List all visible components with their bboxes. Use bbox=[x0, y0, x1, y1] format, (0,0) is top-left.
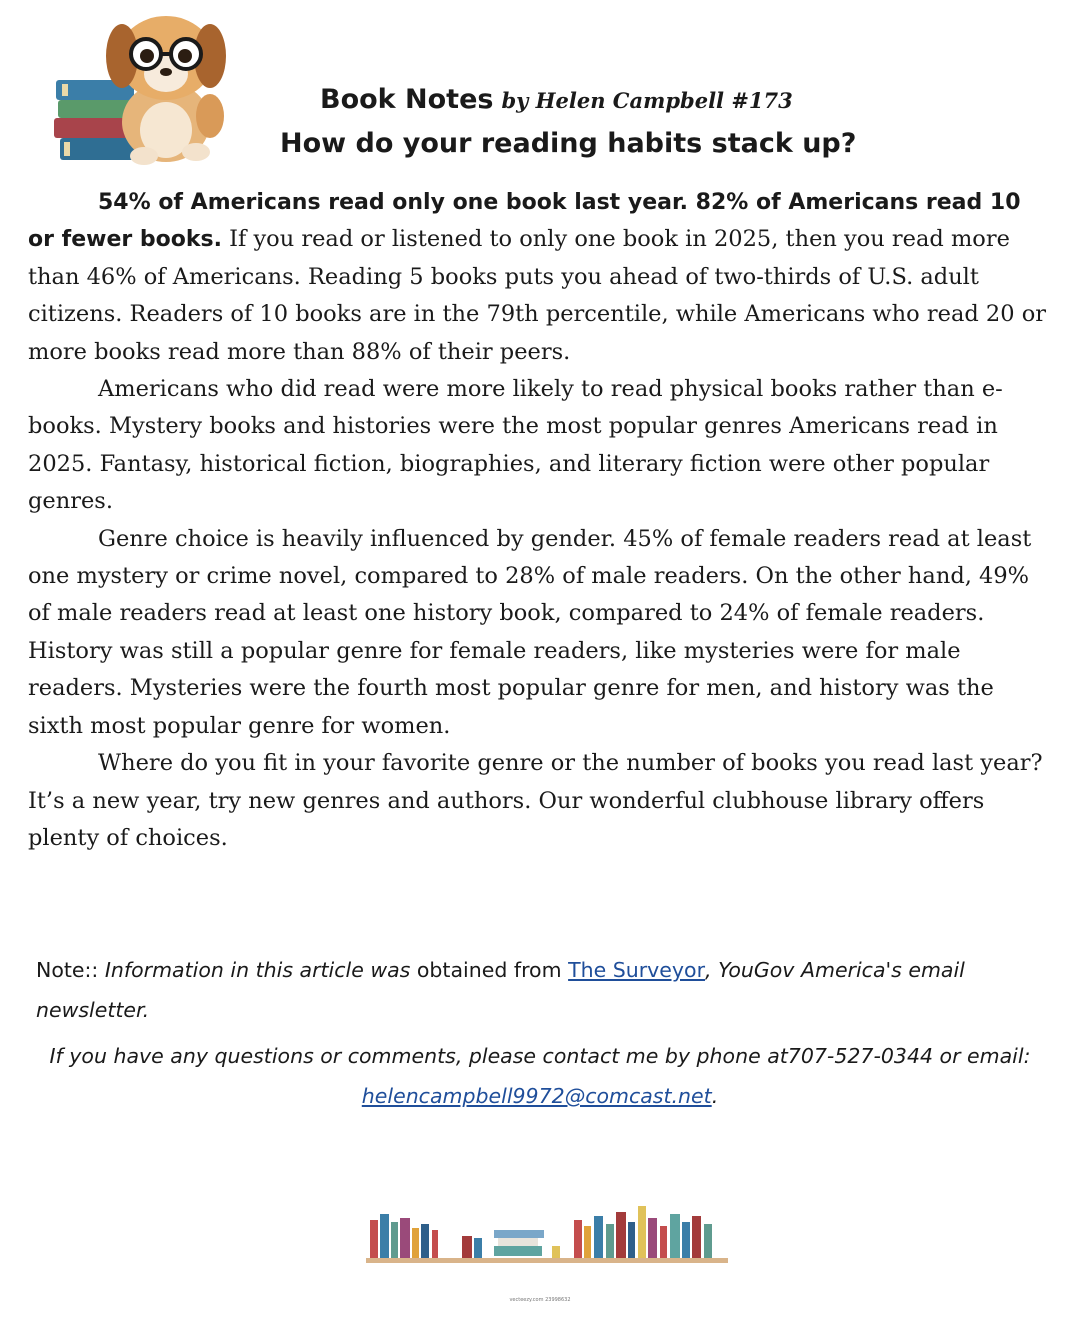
contact-info bbox=[40, 1036, 1040, 1116]
email-link[interactable]: helencampbell9972@comcast.net bbox=[361, 1084, 712, 1108]
page-title bbox=[320, 84, 880, 115]
page-subtitle: How do your reading habits stack up? bbox=[280, 128, 857, 159]
paragraph-1 bbox=[28, 184, 1052, 371]
note-plain: obtained from bbox=[410, 958, 569, 982]
source-note bbox=[36, 950, 1046, 1030]
paragraph-4: Where do you fit in your favorite genre or the number of books you read last year? It’s a new year, try new genres and authors. Our wonderful clubhouse library offers plenty of choices. bbox=[28, 750, 1043, 851]
puppy-with-glasses-on-books-icon bbox=[48, 4, 238, 172]
note-prefix: Note:: bbox=[36, 958, 99, 982]
contact-text: If you have any questions or comments, please contact me by phone at707-527-0344 or email: bbox=[49, 1044, 1031, 1068]
paragraph-1-rest: If you read or listened to only one book in 2025, then you read more than 46% of Americans. Reading 5 books puts you ahead of two-thirds of U.S. adult citizens. Readers of 10 books are in the 79th percentile, while Americans who read 20 or more books read more than 88% of their peers. bbox=[28, 226, 1046, 365]
surveyor-link[interactable]: The Surveyor bbox=[568, 958, 706, 982]
title-text: Book Notes bbox=[320, 84, 494, 115]
byline: by Helen Campbell #173 bbox=[501, 88, 793, 113]
bookshelf-icon bbox=[366, 1200, 728, 1272]
note-italic-1: Information in this article was bbox=[98, 958, 411, 982]
lead-statistic: 54% of Americans read only one book last year. 82% of Americans read 10 or fewer books. bbox=[28, 190, 1021, 253]
image-credit: vecteezy.com 23998632 bbox=[509, 1297, 571, 1303]
note-italic-2: , YouGov America's email newsletter. bbox=[36, 958, 965, 1022]
contact-end: . bbox=[711, 1084, 719, 1108]
paragraph-2: Americans who did read were more likely to read physical books rather than e-books. Mystery books and histories were the most popular genres Americans read in 2025. Fantasy, historical fiction, biographies, and literary fiction were other popular genres. bbox=[28, 376, 1003, 515]
article-body bbox=[28, 184, 1052, 857]
paragraph-3: Genre choice is heavily influenced by gender. 45% of female readers read at least one mystery or crime novel, compared to 28% of male readers. On the other hand, 49% of male readers read at least one history book, compared to 24% of female readers. History was still a popular genre for female readers, like mysteries were for male readers. Mysteries were the fourth most popular genre for men, and history was the sixth most popular genre for women. bbox=[28, 525, 1032, 739]
